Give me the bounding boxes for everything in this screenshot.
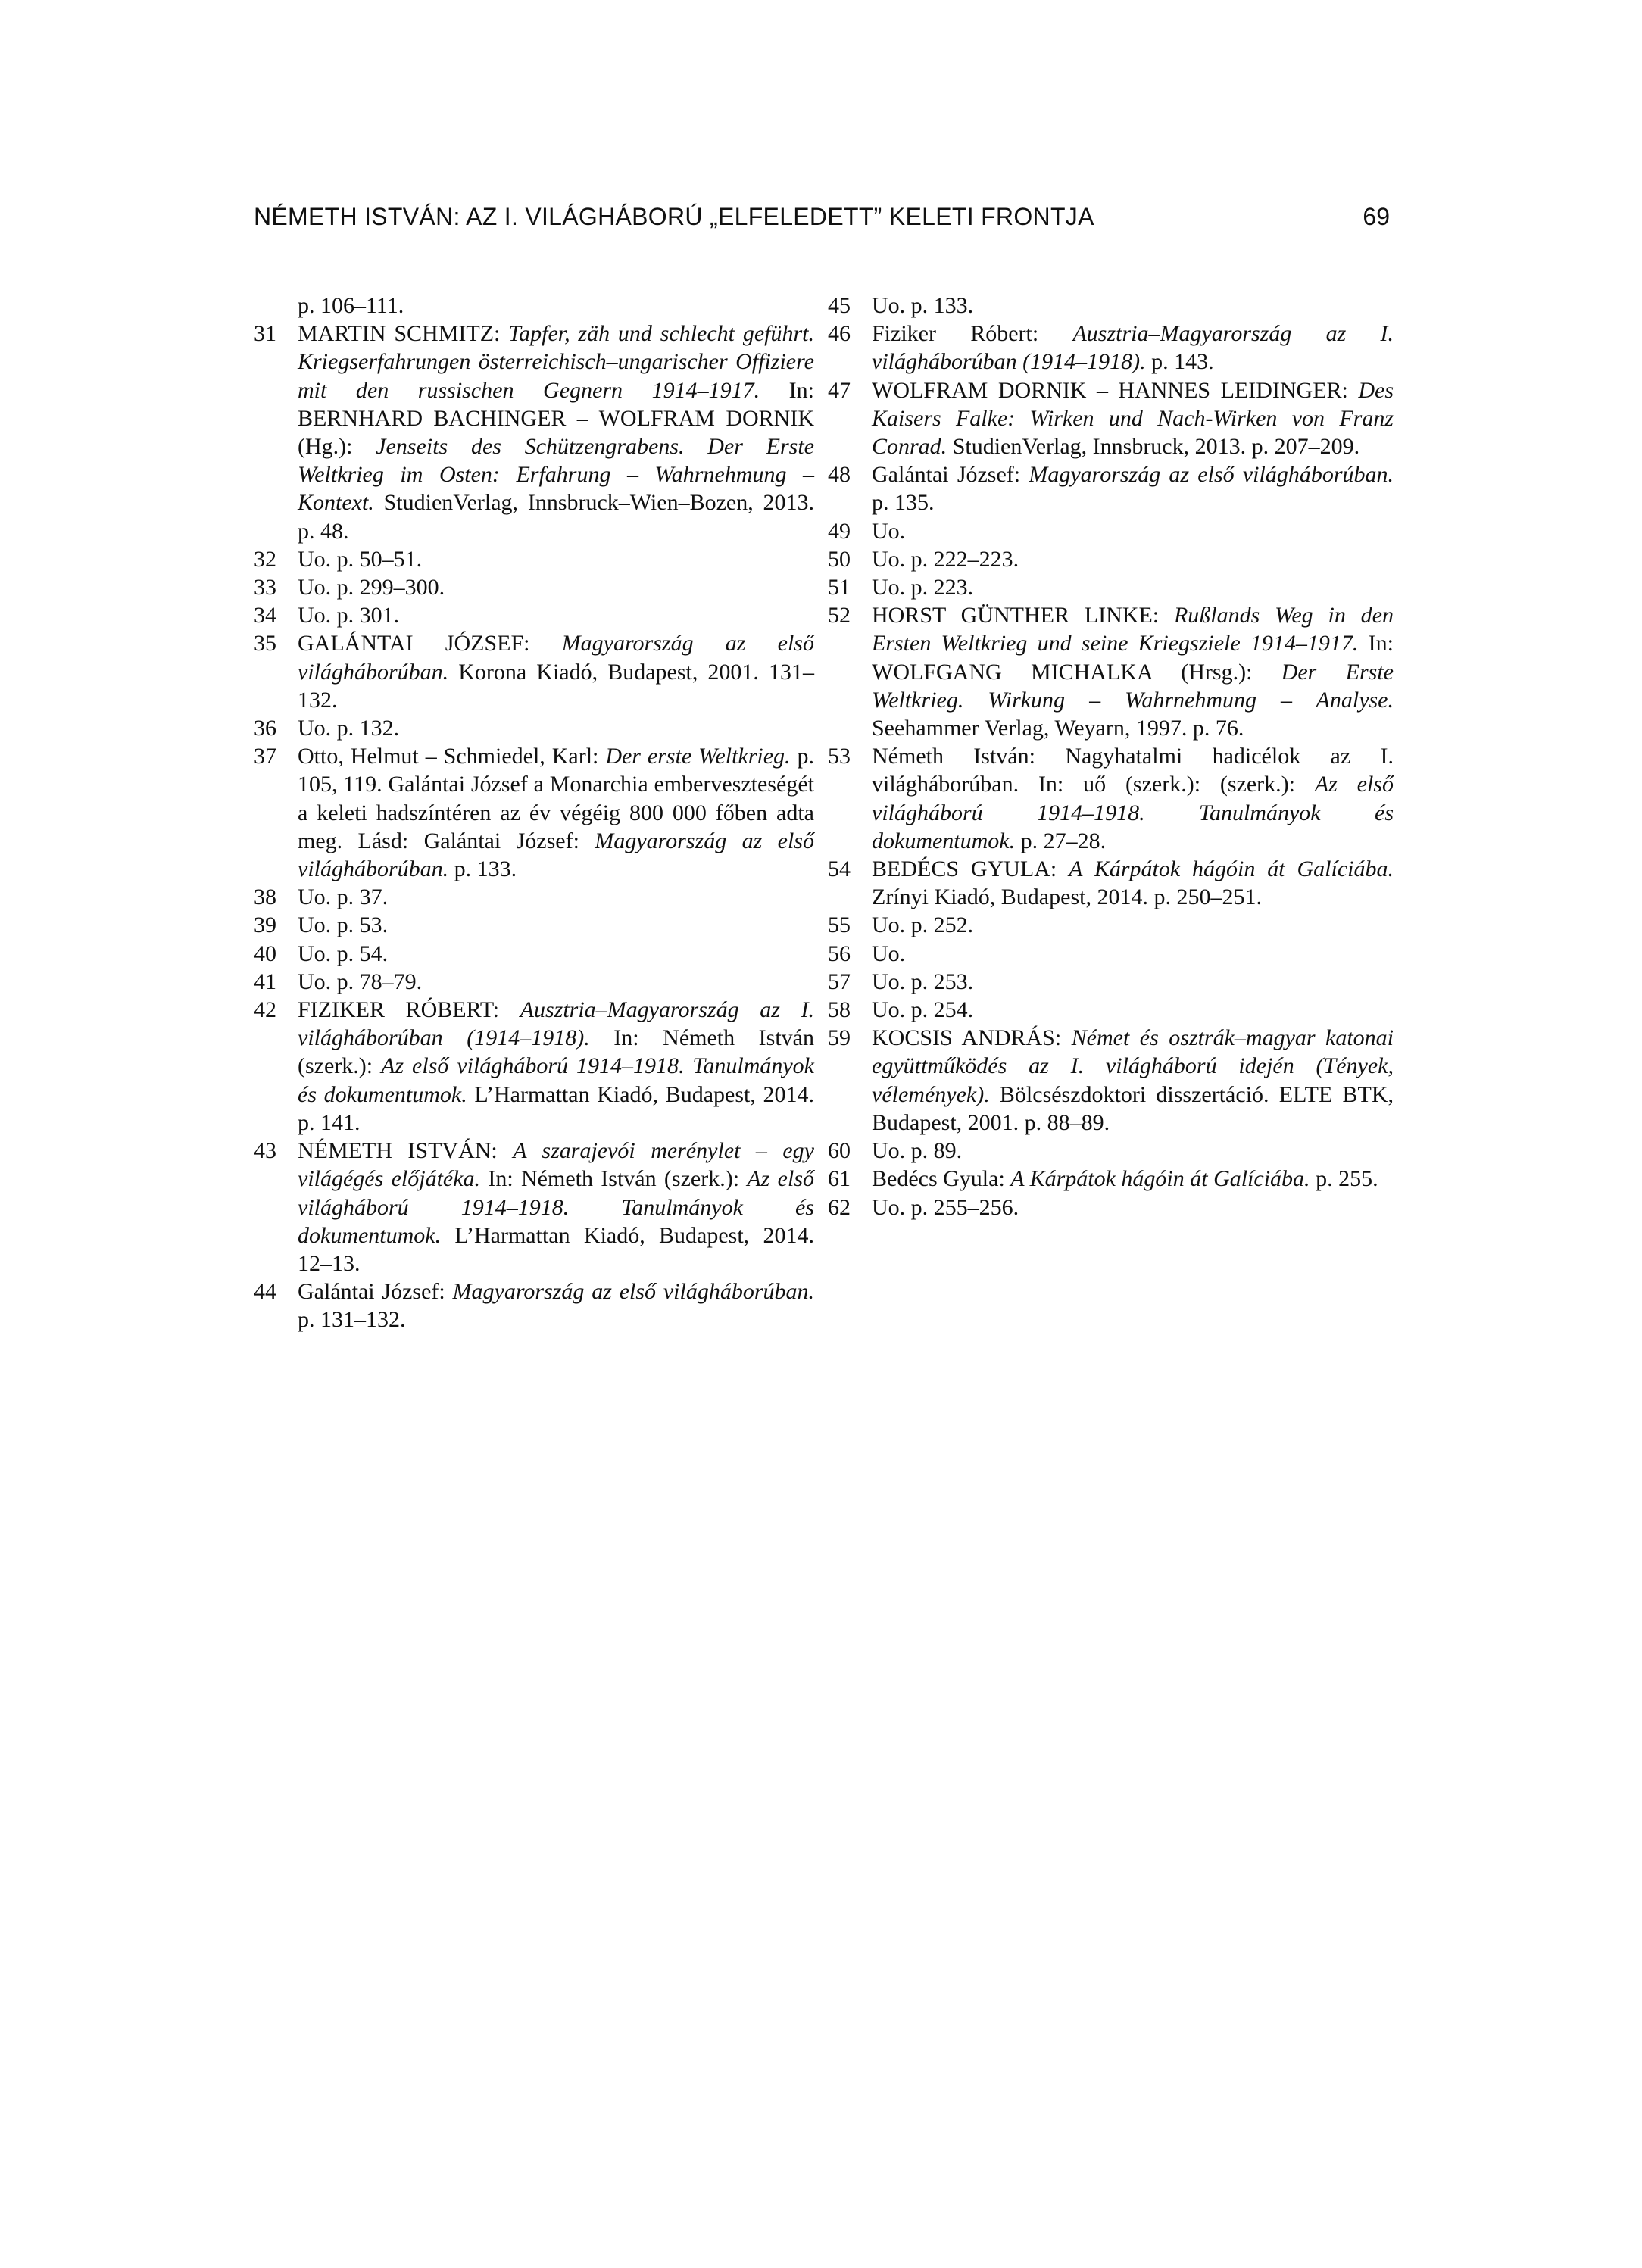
footnote-text-segment: Uo. p. 255–256. [872,1194,1019,1220]
footnote-title-italic: A Kárpátok hágóin át Galíciába. [1010,1166,1310,1192]
footnote [254,1278,814,1334]
footnote-text-segment: Uo. p. 37. [298,884,389,910]
footnote [828,911,1394,939]
footnote-text [298,883,814,911]
footnote-number: 33 [254,575,276,601]
footnote-text-segment: Uo. p. 254. [872,997,974,1023]
footnote-text [298,968,814,996]
footnote-title-italic: Der erste Weltkrieg. [605,744,791,769]
footnote-text-segment: Uo. p. 89. [872,1138,963,1164]
footnote-number: 46 [828,321,851,347]
footnote-title-italic: Jenseits des Schützengrabens. Der Erste Weltkrieg im Osten: Erfahrung – Wahrnehmung – Kontext. [298,434,814,516]
footnote-text [872,545,1394,573]
footnote-text-segment: Bedécs Gyula: [872,1166,1011,1192]
footnote-number: 51 [828,575,851,601]
footnote-text [298,911,814,939]
footnote-text-segment: BEDÉCS GYULA: [872,856,1069,882]
footnote [828,601,1394,742]
footnote [828,940,1394,968]
footnote-text-segment: In: Németh István (szerk.): [480,1166,748,1192]
footnote-number: 31 [254,321,276,347]
footnote-text-segment: Uo. p. 133. [872,293,974,318]
footnote-text [298,996,814,1137]
footnote [828,1165,1394,1193]
footnote-text-segment: Uo. p. 252. [872,913,974,938]
footnote-text-segment: Uo. p. 132. [298,716,400,741]
footnote-text [872,968,1394,996]
footnote-number: 47 [828,377,851,403]
footnote-text [298,629,814,714]
footnote [254,968,814,996]
footnote [254,742,814,883]
page-header [254,203,1390,236]
footnote [828,376,1394,461]
footnote [828,545,1394,573]
footnote [254,883,814,911]
footnote-text-segment: In: Németh István (szerk.): [298,1025,814,1079]
footnote [828,573,1394,601]
footnote [254,545,814,573]
footnote-text [298,573,814,601]
footnote-number: 52 [828,603,851,629]
footnote-text [298,714,814,742]
footnote-title-italic: Ausztria–Magyarország az I. világháborúban (1914–1918). [298,997,815,1051]
footnote-title-italic: Magyarország az első világháborúban. [452,1279,814,1305]
footnote-title-italic: Magyarország az első világháborúban. [298,631,814,685]
footnote-text-segment: Galántai József: [872,462,1029,488]
footnote [828,320,1394,376]
footnote-text-segment: Uo. p. 223. [872,575,974,601]
footnote-number: 41 [254,969,276,994]
footnote-title-italic: Az első világháború 1914–1918. Tanulmányok és dokumentumok. [298,1053,814,1107]
footnote-number: 36 [254,716,276,741]
footnote-text [872,996,1394,1024]
footnote [828,855,1394,911]
footnote-text-segment: p. 133. [448,856,517,882]
footnote-text-segment: HORST GÜNTHER LINKE: [872,603,1174,629]
footnotes-right-column [828,292,1394,1221]
footnote-text-segment: Uo. p. 299–300. [298,575,445,601]
footnote-text-segment: Galántai József: [298,1279,453,1305]
footnote-number: 45 [828,293,851,318]
footnote [828,292,1394,320]
footnote-text [872,460,1394,516]
footnote [828,742,1394,855]
footnote [254,1137,814,1278]
footnote-text-segment: FIZIKER RÓBERT: [298,997,520,1023]
footnote-text-segment: In: WOLFGANG MICHALKA (Hrsg.): [872,631,1394,685]
footnote-text [872,517,1394,545]
running-title: NÉMETH ISTVÁN: AZ I. VILÁGHÁBORÚ „ELFELEDETT” KELETI FRONTJA [254,203,1094,230]
footnote-text-segment: NÉMETH ISTVÁN: [298,1138,514,1164]
footnote-text [298,320,814,545]
footnote-title-italic: Rußlands Weg in den Ersten Weltkrieg und seine Kriegsziele 1914–1917. [872,603,1394,657]
footnote-text-segment: StudienVerlag, Innsbruck–Wien–Bozen, 2013. p. 48. [298,490,814,544]
footnote-text-segment: p. 255. [1310,1166,1378,1192]
footnote-text [872,320,1394,376]
footnote-text [872,742,1394,855]
footnote-text-segment: MARTIN SCHMITZ: [298,321,509,347]
footnote-text [298,940,814,968]
footnote-number: 54 [828,856,851,882]
footnote-number: 49 [828,518,851,544]
footnote [828,1024,1394,1137]
footnote [254,940,814,968]
footnote-text-segment: WOLFRAM DORNIK – HANNES LEIDINGER: [872,377,1359,403]
footnote-text-segment: p. 135. [872,490,935,516]
footnote-text [298,742,814,883]
footnote-number: 35 [254,631,276,657]
footnote [828,1137,1394,1165]
footnote-text [872,573,1394,601]
footnote [828,460,1394,516]
footnote-text [872,1024,1394,1137]
footnote-text-segment: Bölcsészdoktori disszertáció. ELTE BTK, Budapest, 2001. p. 88–89. [872,1081,1394,1135]
footnote-number: 37 [254,744,276,769]
footnote-text-segment: L’Harmattan Kiadó, Budapest, 2014. 12–13. [298,1222,814,1276]
footnote [254,573,814,601]
footnote-text-segment: L’Harmattan Kiadó, Budapest, 2014. p. 141. [298,1081,814,1135]
footnote-title-italic: A szarajevói merénylet – egy világégés előjátéka. [298,1138,814,1192]
footnote-text-segment: Uo. p. 78–79. [298,969,423,994]
footnote-text [298,545,814,573]
footnote-text [872,376,1394,461]
footnote-text-segment: StudienVerlag, Innsbruck, 2013. p. 207–209. [947,434,1360,460]
footnote-number: 56 [828,941,851,966]
footnote-text [872,1193,1394,1221]
footnote-number: 57 [828,969,851,994]
footnote-number: 34 [254,603,276,629]
footnote-title-italic: Magyarország az első világháborúban. [298,828,814,882]
footnote-text [872,911,1394,939]
footnote-text [872,292,1394,320]
footnote-text-segment: p. 131–132. [298,1307,406,1333]
footnote-text [872,601,1394,742]
footnotes-left-column [254,292,814,1334]
footnote [254,292,814,320]
footnote [254,320,814,545]
footnote [254,714,814,742]
footnote [254,629,814,714]
footnote-text [298,1278,814,1334]
footnote-number: 50 [828,546,851,572]
footnote-number: 60 [828,1138,851,1164]
footnote-text [298,292,814,320]
footnote-text-segment: Zrínyi Kiadó, Budapest, 2014. p. 250–251. [872,884,1262,910]
footnote-text-segment: Uo. p. 253. [872,969,974,994]
footnote-title-italic: Tapfer, zäh und schlecht geführt. Kriegserfahrungen österreichisch–ungarischer Offiziere mit den russischen Gegnern 1914–1917. [298,321,814,403]
footnote-text-segment: KOCSIS ANDRÁS: [872,1025,1072,1051]
footnote [828,968,1394,996]
footnote-text-segment: In: BERNHARD BACHINGER – WOLFRAM DORNIK (Hg.): [298,377,814,460]
footnote-number: 43 [254,1138,276,1164]
footnote [254,996,814,1137]
footnote-text-segment: Uo. p. 301. [298,603,400,629]
footnote [828,1193,1394,1221]
footnote-text-segment: p. 27–28. [1015,828,1107,853]
footnote-title-italic: Német és osztrák–magyar katonai együttműködés az I. világháború idején (Tények, vélemények). [872,1025,1394,1107]
footnote-number: 53 [828,744,851,769]
footnote-text-segment: Németh István: Nagyhatalmi hadicélok az I. világháborúban. In: uő (szerk.): (szerk.): [872,744,1394,797]
footnote [828,996,1394,1024]
footnote [254,911,814,939]
footnote-title-italic: Az első világháború 1914–1918. Tanulmányok és dokumentumok. [298,1166,814,1248]
footnote-number: 42 [254,997,276,1023]
footnote [254,601,814,629]
footnote-title-italic: A Kárpátok hágóin át Galíciába. [1069,856,1394,882]
footnote-text [872,1165,1394,1193]
footnote-text-segment: Fiziker Róbert: [872,321,1073,347]
footnote-text-segment: Otto, Helmut – Schmiedel, Karl: [298,744,606,769]
footnote-text [872,940,1394,968]
footnote-title-italic: Magyarország az első világháborúban. [1029,462,1394,488]
footnote-number: 62 [828,1194,851,1220]
footnote-number: 44 [254,1279,276,1305]
footnote-text-segment: Uo. p. 222–223. [872,546,1019,572]
footnote-text-segment: Uo. [872,518,906,544]
footnote-number: 61 [828,1166,851,1192]
footnote-text-segment: Uo. [872,941,906,966]
footnote-text-segment: GALÁNTAI JÓZSEF: [298,631,562,657]
footnote-number: 55 [828,913,851,938]
footnote-text [298,1137,814,1278]
footnote-number: 58 [828,997,851,1023]
footnote-number: 59 [828,1025,851,1051]
footnote-title-italic: Ausztria–Magyarország az I. világháborúban (1914–1918). [872,321,1394,375]
footnote-number: 40 [254,941,276,966]
footnote-text-segment: Uo. p. 50–51. [298,546,423,572]
footnote-title-italic: Az első világháború 1914–1918. Tanulmányok és dokumentumok. [872,772,1394,853]
footnote-text-segment: p. 143. [1145,349,1214,375]
footnote-text [872,855,1394,911]
footnote-title-italic: Des Kaisers Falke: Wirken und Nach-Wirken von Franz Conrad. [872,377,1394,460]
page-number: 69 [1363,203,1390,230]
footnote-text-segment: Uo. p. 54. [298,941,389,966]
footnote [828,517,1394,545]
footnote-text [872,1137,1394,1165]
footnote-text-segment: p. 105, 119. Galántai József a Monarchia emberveszteségét a keleti hadszíntéren az év végéig 800 000 főben adta meg. Lásd: Galántai József: [298,744,815,853]
footnote-text-segment: Seehammer Verlag, Weyarn, 1997. p. 76. [872,716,1244,741]
footnote-text [298,601,814,629]
footnote-number: 32 [254,546,276,572]
footnote-number: 39 [254,913,276,938]
footnote-text-segment: Korona Kiadó, Budapest, 2001. 131–132. [298,659,814,713]
footnote-title-italic: Der Erste Weltkrieg. Wirkung – Wahrnehmung – Analyse. [872,659,1394,713]
footnote-text-segment: Uo. p. 53. [298,913,389,938]
footnote-text-segment: p. 106–111. [298,293,404,318]
footnote-number: 48 [828,462,851,488]
footnote-number: 38 [254,884,276,910]
